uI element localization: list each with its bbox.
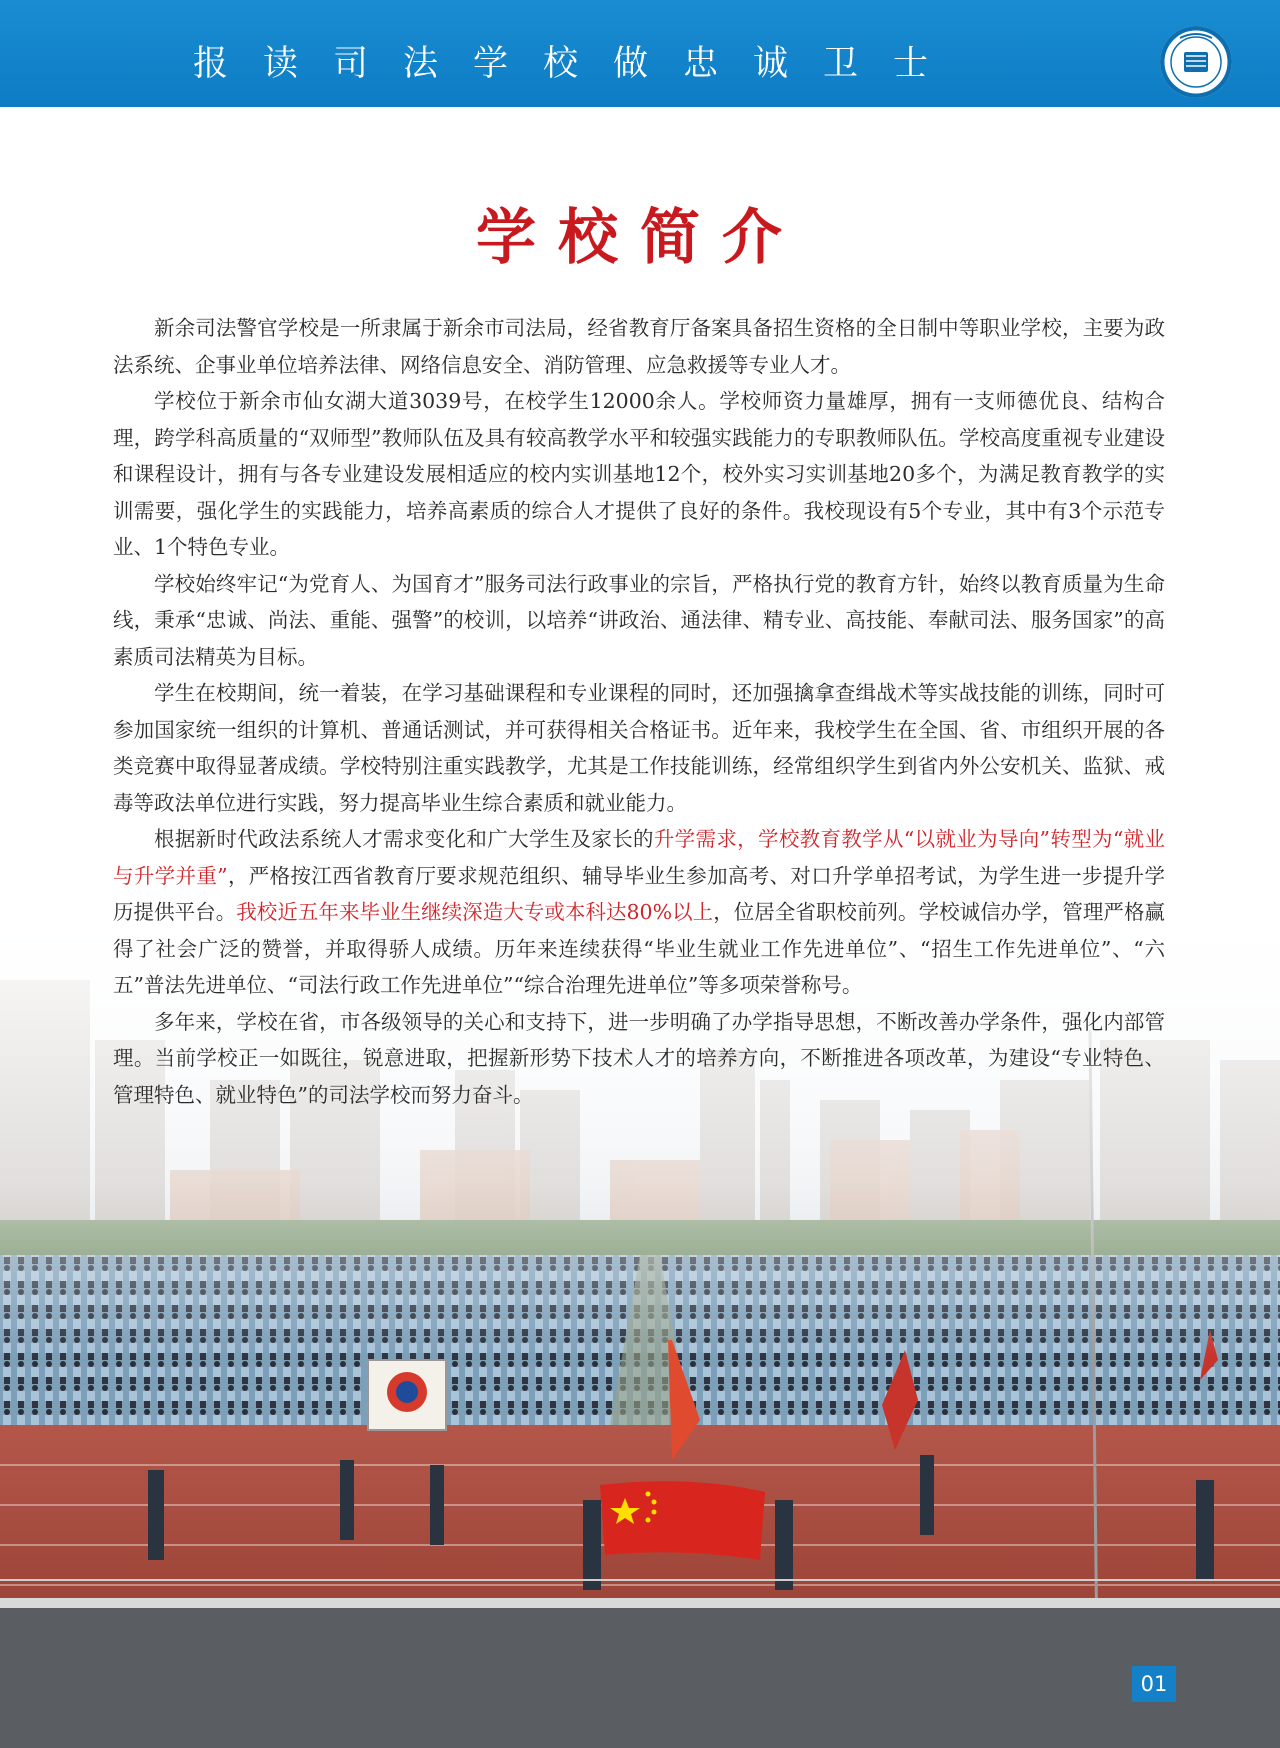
paragraph-5 [113,821,1165,1004]
paragraph-3: 学校始终牢记“为党育人、为国育才”服务司法行政事业的宗旨，严格执行党的教育方针，始终以教育质量为生命线，秉承“忠诚、尚法、重能、强警”的校训，以培养“讲政治、通法律、精专业、高技能、奉献司法、服务国家”的高素质司法精英为目标。 [113,571,1165,669]
paragraph-5-text-b: ，严格按江西省教育厅要求规范组织、辅导毕业生参加高考、对口升学单招考试，为学生进一步提升学历提供平台。 [113,863,1166,924]
page-title: 学校简介 [476,203,804,273]
paragraph-5-highlight-a: 升学需求，学校教育教学从“以就业为导向”转型为“就业与升学并重” [113,827,1165,888]
school-seal-logo [1160,26,1232,98]
paragraph-5-text-c: ，位居全省职校前列。学校诚信办学，管理严格赢得了社会广泛的赞誉，并取得骄人成绩。历年来连续获得“毕业生就业工作先进单位”、“招生工作先进单位”、“六五”普法先进单位、“司法行政工作先进单位”“综合治理先进单位”等多项荣誉称号。 [113,900,1166,997]
paragraph-5-highlight-b: 我校近五年来毕业生继续深造大专或本科达80%以上 [236,900,714,924]
paragraph-5-text-a: 根据新时代政法系统人才需求变化和广大学生及家长的 [154,827,654,851]
paragraph-2: 学校位于新余市仙女湖大道3039号，在校学生12000余人。学校师资力量雄厚，拥有一支师德优良、结构合理，跨学科高质量的“双师型”教师队伍及具有较高教学水平和较强实践能力的专职教师队伍。学校高度重视专业建设和课程设计，拥有与各专业建设发展相适应的校内实训基地12个，校外实习实训基地20多个，为满足教育教学的实训需要，强化学生的实践能力，培养高素质的综合人才提供了良好的条件。我校现设有5个专业，其中有3个示范专业、1个特色专业。 [113,389,1165,559]
paragraph-4: 学生在校期间，统一着装，在学习基础课程和专业课程的同时，还加强擒拿查缉战术等实战技能的训练，同时可参加国家统一组织的计算机、普通话测试，并可获得相关合格证书。近年来，我校学生在全国、省、市组织开展的各类竞赛中取得显著成绩。学校特别注重实践教学，尤其是工作技能训练，经常组织学生到省内外公安机关、监狱、戒毒等政法单位进行实践，努力提高毕业生综合素质和就业能力。 [113,681,1165,815]
intro-text [113,310,1165,1113]
paragraph-1: 新余司法警官学校是一所隶属于新余市司法局，经省教育厅备案具备招生资格的全日制中等职业学校，主要为政法系统、企事业单位培养法律、网络信息安全、消防管理、应急救援等专业人才。 [113,316,1165,377]
header-band [0,0,1280,107]
page-number: 01 [1132,1666,1176,1702]
header-slogan: 报读司法学校做忠诚卫士 [193,44,964,84]
paragraph-6: 多年来，学校在省，市各级领导的关心和支持下，进一步明确了办学指导思想，不断改善办学条件，强化内部管理。当前学校正一如既往，锐意进取，把握新形势下技术人才的培养方向，不断推进各项改革，为建设“专业特色、管理特色、就业特色”的司法学校而努力奋斗。 [113,1009,1165,1107]
